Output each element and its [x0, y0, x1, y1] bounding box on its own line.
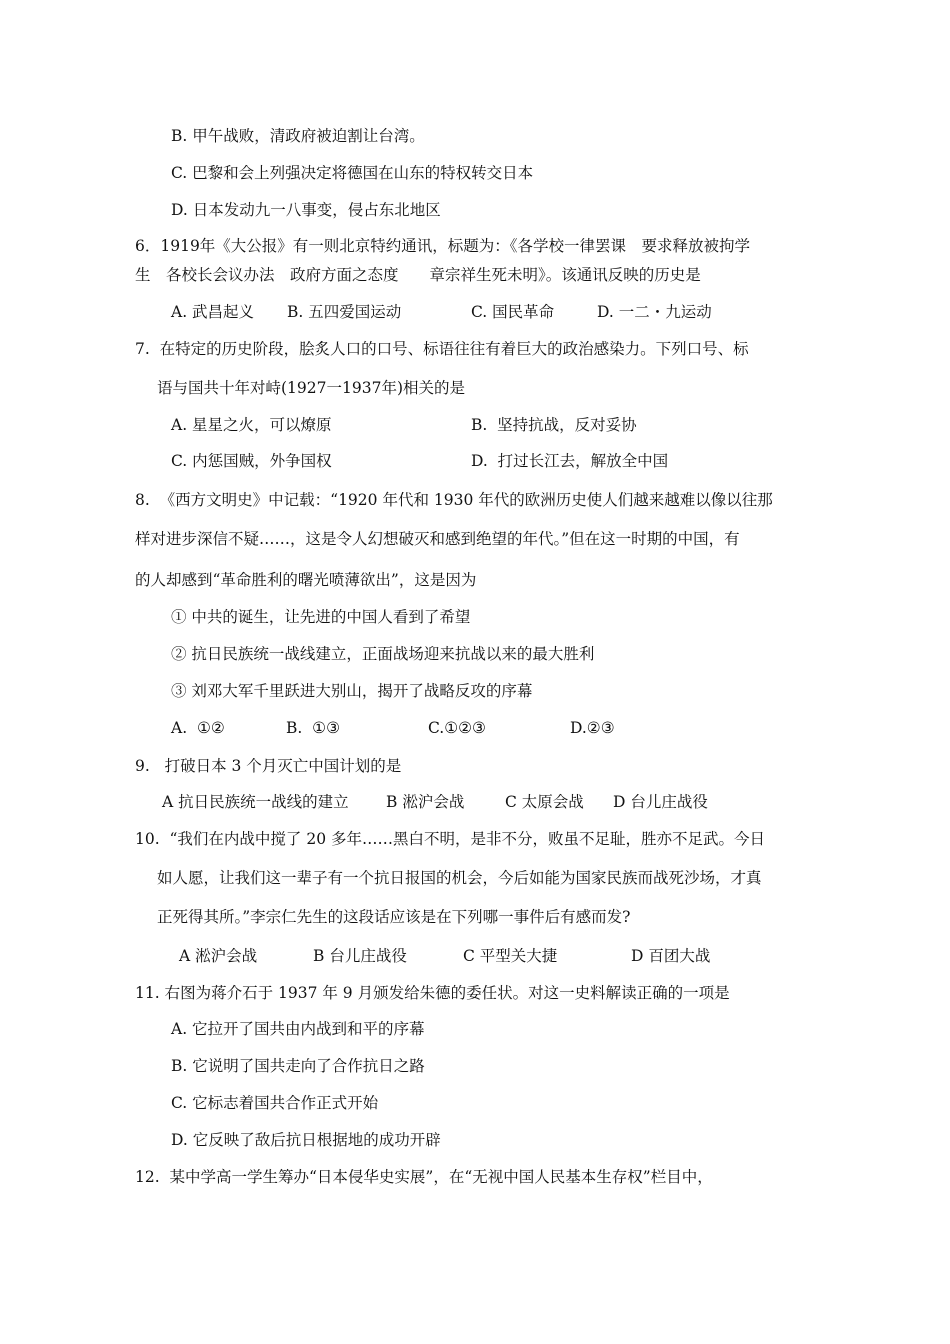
q7-stem-line1: 7. 在特定的历史阶段，脍炙人口的口号、标语往往有着巨大的政治感染力。下列口号、标 [135, 340, 749, 358]
q8-stem-line1: 8. 《西方文明史》中记载：“1920 年代和 1930 年代的欧洲历史使人们越来越难以像以往那 [135, 491, 773, 509]
q8-option-a: A. ①② [171, 719, 225, 737]
q8-item-1: ① 中共的诞生，让先进的中国人看到了希望 [171, 608, 471, 626]
q6-option-c: C. 国民革命 [471, 303, 555, 321]
q11-option-d: D. 它反映了敌后抗日根据地的成功开辟 [171, 1131, 441, 1149]
q6-stem-line2: 生 各校长会议办法 政府方面之态度 章宗祥生死未明》。该通讯反映的历史是 [135, 266, 701, 284]
q10-stem-line1: 10. “我们在内战中搅了 20 多年……黑白不明，是非不分，败虽不足耻，胜亦不足武。今日 [135, 830, 766, 848]
q9-option-a: A 抗日民族统一战线的建立 [162, 793, 349, 811]
q6-option-b: B. 五四爱国运动 [287, 303, 402, 321]
q10-option-b: B 台儿庄战役 [313, 947, 407, 965]
q11-option-c: C. 它标志着国共合作正式开始 [171, 1094, 379, 1112]
q10-option-c: C 平型关大捷 [463, 947, 558, 965]
q8-item-2: ② 抗日民族统一战线建立，正面战场迎来抗战以来的最大胜利 [171, 645, 595, 663]
q10-stem-line3: 正死得其所。”李宗仁先生的这段话应该是在下列哪一事件后有感而发? [157, 908, 631, 926]
q8-item-3: ③ 刘邓大军千里跃进大别山，揭开了战略反攻的序幕 [171, 682, 533, 700]
q9-option-b: B 淞沪会战 [386, 793, 465, 811]
q12-stem-line1: 12. 某中学高一学生筹办“日本侵华史实展”，在“无视中国人民基本生存权”栏目中， [135, 1168, 713, 1186]
q5-option-d: D. 日本发动九一八事变，侵占东北地区 [171, 201, 441, 219]
q10-stem-line2: 如人愿，让我们这一辈子有一个抗日报国的机会，今后如能为国家民族而战死沙场，才真 [157, 869, 762, 887]
q11-option-b: B. 它说明了国共走向了合作抗日之路 [171, 1057, 425, 1075]
q7-option-c: C. 内惩国贼，外争国权 [171, 452, 332, 470]
q7-option-d: D. 打过长江去，解放全中国 [471, 452, 669, 470]
q11-option-a: A. 它拉开了国共由内战到和平的序幕 [171, 1020, 425, 1038]
q5-option-c: C. 巴黎和会上列强决定将德国在山东的特权转交日本 [171, 164, 534, 182]
q10-option-a: A 淞沪会战 [179, 947, 258, 965]
q9-option-c: C 太原会战 [505, 793, 584, 811]
q11-stem: 11. 右图为蒋介石于 1937 年 9 月颁发给朱德的委任状。对这一史料解读正确的一项是 [135, 984, 730, 1002]
q8-option-b: B. ①③ [286, 719, 340, 737]
q8-option-d: D.②③ [570, 719, 615, 737]
q8-stem-line2: 样对进步深信不疑……，这是令人幻想破灭和感到绝望的年代。”但在这一时期的中国，有 [135, 530, 740, 548]
q5-option-b: B. 甲午战败，清政府被迫割让台湾。 [171, 127, 425, 145]
q7-option-a: A. 星星之火，可以燎原 [171, 416, 332, 434]
q9-stem: 9. 打破日本 3 个月灭亡中国计划的是 [135, 757, 402, 775]
q8-stem-line3: 的人却感到“革命胜利的曙光喷薄欲出”，这是因为 [135, 571, 477, 589]
q7-option-b: B. 坚持抗战，反对妥协 [471, 416, 637, 434]
q7-stem-line2: 语与国共十年对峙(1927一1937年)相关的是 [157, 379, 465, 397]
q10-option-d: D 百团大战 [631, 947, 711, 965]
q6-option-d: D. 一二・九运动 [597, 303, 712, 321]
q9-option-d: D 台儿庄战役 [613, 793, 708, 811]
q8-option-c: C.①②③ [428, 719, 486, 737]
q6-stem-line1: 6．1919年《大公报》有一则北京特约通讯，标题为：《各学校一律罢课 要求释放被拘学 [135, 237, 751, 255]
q6-option-a: A. 武昌起义 [171, 303, 255, 321]
